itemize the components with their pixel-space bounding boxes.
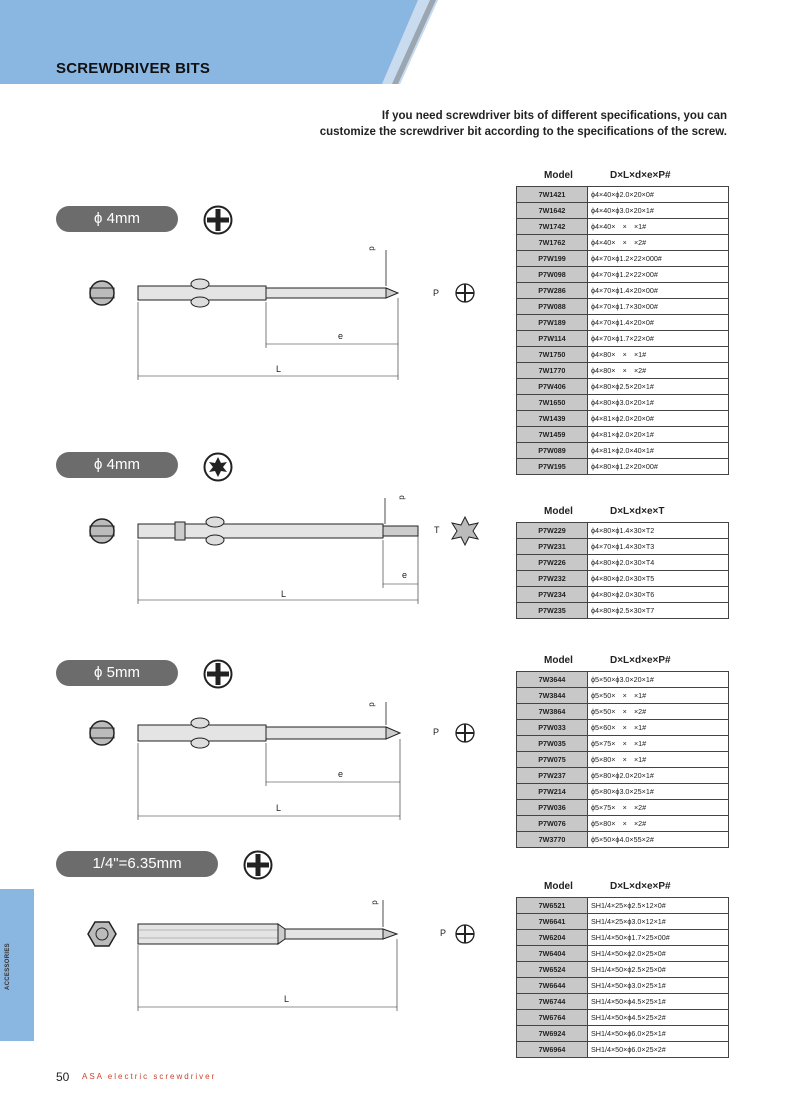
spec-cell: ϕ4×80× × ×2# xyxy=(588,363,729,379)
spec-grid xyxy=(516,186,729,475)
table-row xyxy=(517,816,729,832)
model-header: Model xyxy=(544,655,573,666)
spec-cell: ϕ5×50× × ×1# xyxy=(588,688,729,704)
table-row xyxy=(517,219,729,235)
spec-cell: ϕ4×81×ϕ2.0×20×0# xyxy=(588,411,729,427)
model-cell: P7W076 xyxy=(517,816,588,832)
model-cell: 7W6744 xyxy=(517,994,588,1010)
spec-cell: ϕ4×70×ϕ1.2×22×000# xyxy=(588,251,729,267)
phillips-icon xyxy=(243,850,273,880)
label-L-3: L xyxy=(276,803,282,813)
model-cell: 7W6924 xyxy=(517,1026,588,1042)
label-d-1: d xyxy=(367,246,377,251)
model-cell: P7W234 xyxy=(517,587,588,603)
model-cell: P7W286 xyxy=(517,283,588,299)
spec-table-3 xyxy=(516,651,729,848)
table-row xyxy=(517,720,729,736)
model-header: Model xyxy=(544,506,573,517)
label-e-2: e xyxy=(402,570,408,580)
phillips-icon xyxy=(203,205,233,235)
table-row xyxy=(517,800,729,816)
model-cell: 7W1650 xyxy=(517,395,588,411)
spec-table-1 xyxy=(516,166,729,475)
spec-cell: SH1/4×50×ϕ6.0×25×2# xyxy=(588,1042,729,1058)
label-tip-2: T xyxy=(434,525,440,535)
bit-drawing-2 xyxy=(80,488,500,608)
model-cell: 7W1642 xyxy=(517,203,588,219)
table-row xyxy=(517,1010,729,1026)
model-cell: P7W035 xyxy=(517,736,588,752)
table-row xyxy=(517,539,729,555)
model-cell: P7W235 xyxy=(517,603,588,619)
spec-header: D×L×d×e×P# xyxy=(610,881,671,892)
table-row xyxy=(517,251,729,267)
table-row xyxy=(517,1026,729,1042)
table-row xyxy=(517,235,729,251)
table-row xyxy=(517,946,729,962)
size-pill-4: 1/4"=6.35mm xyxy=(56,851,218,877)
table-row xyxy=(517,603,729,619)
table-row xyxy=(517,962,729,978)
spec-cell: ϕ4×80×ϕ2.5×30×T7 xyxy=(588,603,729,619)
label-d-4: d xyxy=(370,900,380,905)
label-L-1: L xyxy=(276,364,282,374)
table-row xyxy=(517,587,729,603)
model-cell: 7W1742 xyxy=(517,219,588,235)
model-cell: P7W231 xyxy=(517,539,588,555)
spec-cell: ϕ4×70×ϕ1.4×20×00# xyxy=(588,283,729,299)
spec-cell: SH1/4×50×ϕ6.0×25×1# xyxy=(588,1026,729,1042)
intro-text xyxy=(267,108,727,140)
model-cell: 7W1439 xyxy=(517,411,588,427)
table-row xyxy=(517,704,729,720)
model-cell: P7W033 xyxy=(517,720,588,736)
torx-icon xyxy=(203,452,233,482)
table-row xyxy=(517,784,729,800)
table-row xyxy=(517,315,729,331)
label-d-3: d xyxy=(367,702,377,707)
spec-cell: ϕ5×80× × ×2# xyxy=(588,816,729,832)
spec-cell: ϕ5×50×ϕ4.0×55×2# xyxy=(588,832,729,848)
table-row xyxy=(517,347,729,363)
table-header xyxy=(516,166,729,186)
table-row xyxy=(517,736,729,752)
size-pill-3: ϕ 5mm xyxy=(56,660,178,686)
label-L-2: L xyxy=(281,589,287,599)
spec-cell: ϕ5×80×ϕ3.0×25×1# xyxy=(588,784,729,800)
model-cell: 7W6521 xyxy=(517,898,588,914)
model-cell: 7W1421 xyxy=(517,187,588,203)
spec-cell: ϕ4×81×ϕ2.0×40×1# xyxy=(588,443,729,459)
size-pill-2: ϕ 4mm xyxy=(56,452,178,478)
table-row xyxy=(517,411,729,427)
page-number: 50 xyxy=(56,1070,70,1084)
spec-cell: SH1/4×50×ϕ3.0×25×1# xyxy=(588,978,729,994)
spec-cell: ϕ4×81×ϕ2.0×20×1# xyxy=(588,427,729,443)
spec-cell: SH1/4×50×ϕ2.0×25×0# xyxy=(588,946,729,962)
spec-cell: SH1/4×50×ϕ4.5×25×2# xyxy=(588,1010,729,1026)
table-row xyxy=(517,832,729,848)
intro-line-1: If you need screwdriver bits of different specifications, you can xyxy=(381,110,727,122)
spec-cell: ϕ4×40× × ×1# xyxy=(588,219,729,235)
table-row xyxy=(517,930,729,946)
model-cell: 7W6964 xyxy=(517,1042,588,1058)
spec-cell: SH1/4×25×ϕ2.5×12×0# xyxy=(588,898,729,914)
model-cell: 7W6641 xyxy=(517,914,588,930)
spec-cell: ϕ5×80×ϕ2.0×20×1# xyxy=(588,768,729,784)
model-cell: P7W237 xyxy=(517,768,588,784)
model-cell: 7W6644 xyxy=(517,978,588,994)
spec-header: D×L×d×e×P# xyxy=(610,170,671,181)
model-cell: 7W6404 xyxy=(517,946,588,962)
table-header xyxy=(516,651,729,671)
spec-grid xyxy=(516,671,729,848)
spec-table-2 xyxy=(516,502,729,619)
model-header: Model xyxy=(544,881,573,892)
table-row xyxy=(517,363,729,379)
bit-drawing-4 xyxy=(80,895,500,1015)
table-row xyxy=(517,331,729,347)
bit-drawing-3 xyxy=(80,696,500,824)
label-e-1: e xyxy=(338,331,344,341)
spec-cell: ϕ5×50×ϕ3.0×20×1# xyxy=(588,672,729,688)
model-cell: 7W3864 xyxy=(517,704,588,720)
spec-cell: SH1/4×25×ϕ3.0×12×1# xyxy=(588,914,729,930)
table-row xyxy=(517,571,729,587)
table-row xyxy=(517,267,729,283)
label-L-4: L xyxy=(284,994,290,1004)
spec-cell: ϕ4×80×ϕ3.0×20×1# xyxy=(588,395,729,411)
spec-grid xyxy=(516,897,729,1058)
model-cell: P7W226 xyxy=(517,555,588,571)
page-title: SCREWDRIVER BITS xyxy=(56,60,211,77)
table-row xyxy=(517,427,729,443)
model-cell: 7W3770 xyxy=(517,832,588,848)
table-row xyxy=(517,443,729,459)
size-pill-1: ϕ 4mm xyxy=(56,206,178,232)
model-cell: 7W1459 xyxy=(517,427,588,443)
model-cell: 7W3644 xyxy=(517,672,588,688)
table-row xyxy=(517,299,729,315)
table-row xyxy=(517,523,729,539)
spec-table-4 xyxy=(516,877,729,1058)
table-row xyxy=(517,994,729,1010)
spec-cell: ϕ4×80×ϕ1.4×30×T2 xyxy=(588,523,729,539)
spec-cell: SH1/4×50×ϕ1.7×25×00# xyxy=(588,930,729,946)
spec-header: D×L×d×e×P# xyxy=(610,655,671,666)
table-row xyxy=(517,187,729,203)
table-row xyxy=(517,395,729,411)
model-cell: 7W1750 xyxy=(517,347,588,363)
model-cell: P7W214 xyxy=(517,784,588,800)
table-header xyxy=(516,502,729,522)
model-cell: P7W075 xyxy=(517,752,588,768)
label-tip-3: P xyxy=(433,727,440,737)
model-cell: P7W406 xyxy=(517,379,588,395)
sidebar-label: ACCESSORIES xyxy=(5,943,11,990)
label-tip-1: P xyxy=(433,288,440,298)
bit-drawing-1 xyxy=(80,240,500,385)
spec-cell: ϕ5×75× × ×1# xyxy=(588,736,729,752)
table-row xyxy=(517,555,729,571)
spec-cell: ϕ5×80× × ×1# xyxy=(588,752,729,768)
table-row xyxy=(517,752,729,768)
spec-cell: ϕ4×70×ϕ1.7×30×00# xyxy=(588,299,729,315)
model-cell: 7W3844 xyxy=(517,688,588,704)
spec-cell: ϕ4×70×ϕ1.2×22×00# xyxy=(588,267,729,283)
model-cell: P7W199 xyxy=(517,251,588,267)
model-cell: P7W114 xyxy=(517,331,588,347)
spec-cell: ϕ4×80×ϕ2.0×30×T5 xyxy=(588,571,729,587)
spec-cell: SH1/4×50×ϕ2.5×25×0# xyxy=(588,962,729,978)
table-row xyxy=(517,978,729,994)
spec-cell: ϕ5×75× × ×2# xyxy=(588,800,729,816)
model-cell: P7W036 xyxy=(517,800,588,816)
spec-header: D×L×d×e×T xyxy=(610,506,665,517)
spec-cell: ϕ4×70×ϕ1.4×30×T3 xyxy=(588,539,729,555)
table-row xyxy=(517,768,729,784)
model-cell: P7W229 xyxy=(517,523,588,539)
spec-grid xyxy=(516,522,729,619)
table-header xyxy=(516,877,729,897)
model-cell: P7W195 xyxy=(517,459,588,475)
model-cell: 7W6204 xyxy=(517,930,588,946)
spec-cell: ϕ4×40×ϕ2.0×20×0# xyxy=(588,187,729,203)
table-row xyxy=(517,283,729,299)
model-cell: P7W089 xyxy=(517,443,588,459)
spec-cell: ϕ4×80×ϕ1.2×20×00# xyxy=(588,459,729,475)
spec-cell: ϕ5×50× × ×2# xyxy=(588,704,729,720)
spec-cell: ϕ4×80×ϕ2.0×30×T4 xyxy=(588,555,729,571)
table-row xyxy=(517,203,729,219)
table-row xyxy=(517,379,729,395)
spec-cell: SH1/4×50×ϕ4.5×25×1# xyxy=(588,994,729,1010)
intro-line-2: customize the screwdriver bit according to the specifications of the screw. xyxy=(319,126,727,138)
spec-cell: ϕ4×40× × ×2# xyxy=(588,235,729,251)
table-row xyxy=(517,914,729,930)
spec-cell: ϕ4×80× × ×1# xyxy=(588,347,729,363)
spec-cell: ϕ4×70×ϕ1.7×22×0# xyxy=(588,331,729,347)
table-row xyxy=(517,1042,729,1058)
spec-cell: ϕ4×80×ϕ2.5×20×1# xyxy=(588,379,729,395)
table-row xyxy=(517,672,729,688)
model-cell: 7W6524 xyxy=(517,962,588,978)
label-e-3: e xyxy=(338,769,344,779)
spec-cell: ϕ5×60× × ×1# xyxy=(588,720,729,736)
label-tip-4: P xyxy=(440,928,447,938)
footer-brand: ASA electric screwdriver xyxy=(82,1072,217,1081)
spec-cell: ϕ4×40×ϕ3.0×20×1# xyxy=(588,203,729,219)
model-cell: P7W232 xyxy=(517,571,588,587)
label-d-2: d xyxy=(397,495,407,500)
table-row xyxy=(517,898,729,914)
model-cell: P7W189 xyxy=(517,315,588,331)
model-cell: 7W6764 xyxy=(517,1010,588,1026)
spec-cell: ϕ4×80×ϕ2.0×30×T6 xyxy=(588,587,729,603)
table-row xyxy=(517,688,729,704)
spec-cell: ϕ4×70×ϕ1.4×20×0# xyxy=(588,315,729,331)
model-cell: P7W088 xyxy=(517,299,588,315)
model-cell: 7W1770 xyxy=(517,363,588,379)
phillips-icon xyxy=(203,659,233,689)
table-row xyxy=(517,459,729,475)
model-header: Model xyxy=(544,170,573,181)
model-cell: P7W098 xyxy=(517,267,588,283)
model-cell: 7W1762 xyxy=(517,235,588,251)
